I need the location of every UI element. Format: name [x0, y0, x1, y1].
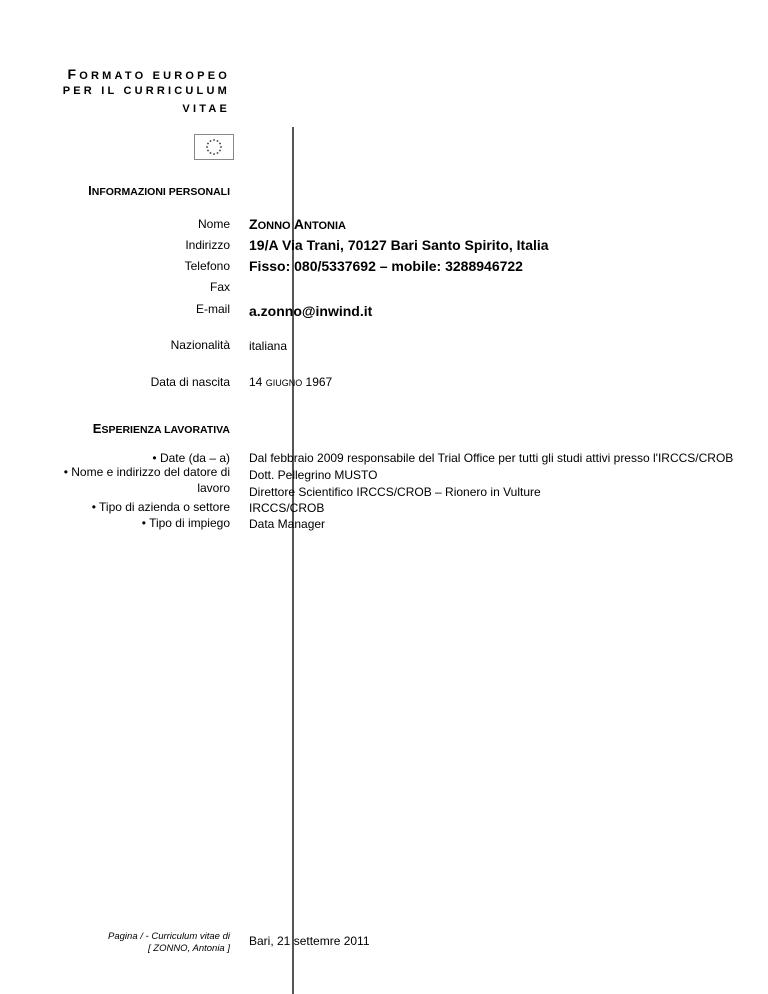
job-label: • Tipo di impiego [141, 516, 230, 530]
name-value [249, 216, 346, 232]
cv-title-line-2: PER IL CURRICULUM [62, 85, 230, 97]
nationality-label: Nazionalità [170, 338, 230, 352]
section-cap: E [92, 421, 102, 436]
birth-year: 1967 [302, 375, 333, 389]
section-rest: SPERIENZA LAVORATIVA [101, 424, 230, 436]
phone-label: Telefono [184, 259, 230, 273]
birth-day: 14 [249, 375, 266, 389]
email-value: a.zonno@inwind.it [249, 303, 373, 319]
birth-month: GIUGNO [265, 378, 303, 388]
page-footer [108, 931, 230, 955]
name-label: Nome [197, 217, 230, 231]
employer-value-2: Direttore Scientifico IRCCS/CROB – Rionero in Vulture [249, 485, 541, 499]
cv-title-line-1 [68, 66, 231, 82]
email-label: E-mail [195, 302, 230, 316]
cv-title-line-3: VITAE [182, 103, 230, 115]
section-personal-info [88, 183, 230, 198]
surname-rest: NTONIA [304, 220, 346, 232]
employer-value-1: Dott. Pellegrino MUSTO [249, 468, 378, 482]
employer-label-1: • Nome e indirizzo del datore di [63, 465, 230, 479]
birth-value [249, 375, 332, 389]
dates-value: Dal febbraio 2009 responsabile del Trial Office per tutti gli studi attivi presso l'IRCCS/CROB [249, 451, 734, 465]
nationality-value: italiana [249, 339, 288, 353]
birth-label: Data di nascita [150, 375, 230, 389]
place-date: Bari, 21 settemre 2011 [249, 934, 370, 948]
section-cap: I [88, 183, 92, 198]
title-rest: ORMATO EUROPEO [79, 70, 230, 82]
name-rest: ONNO [257, 220, 291, 232]
eu-flag-icon [194, 134, 234, 160]
phone-value: Fisso: 080/5337692 – mobile: 3288946722 [249, 258, 523, 274]
surname-cap: A [293, 216, 305, 232]
section-rest: NFORMAZIONI PERSONALI [91, 186, 230, 198]
address-label: Indirizzo [185, 238, 230, 252]
fax-label: Fax [209, 280, 230, 294]
employer-label-2: lavoro [197, 481, 230, 495]
sector-label: • Tipo di azienda o settore [91, 500, 230, 514]
eu-stars-icon [195, 135, 233, 159]
address-value: 19/A Via Trani, 70127 Bari Santo Spirito, Italia [249, 237, 549, 253]
job-value: Data Manager [249, 517, 326, 531]
dates-label: • Date (da – a) [152, 451, 230, 465]
footer-line-2: [ ZONNO, Antonia ] [147, 943, 230, 954]
title-cap: F [67, 66, 80, 82]
sector-value: IRCCS/CROB [249, 501, 325, 515]
section-work-experience [93, 421, 230, 436]
footer-line-1: Pagina / - Curriculum vitae di [108, 931, 230, 942]
name-cap: Z [249, 216, 258, 232]
